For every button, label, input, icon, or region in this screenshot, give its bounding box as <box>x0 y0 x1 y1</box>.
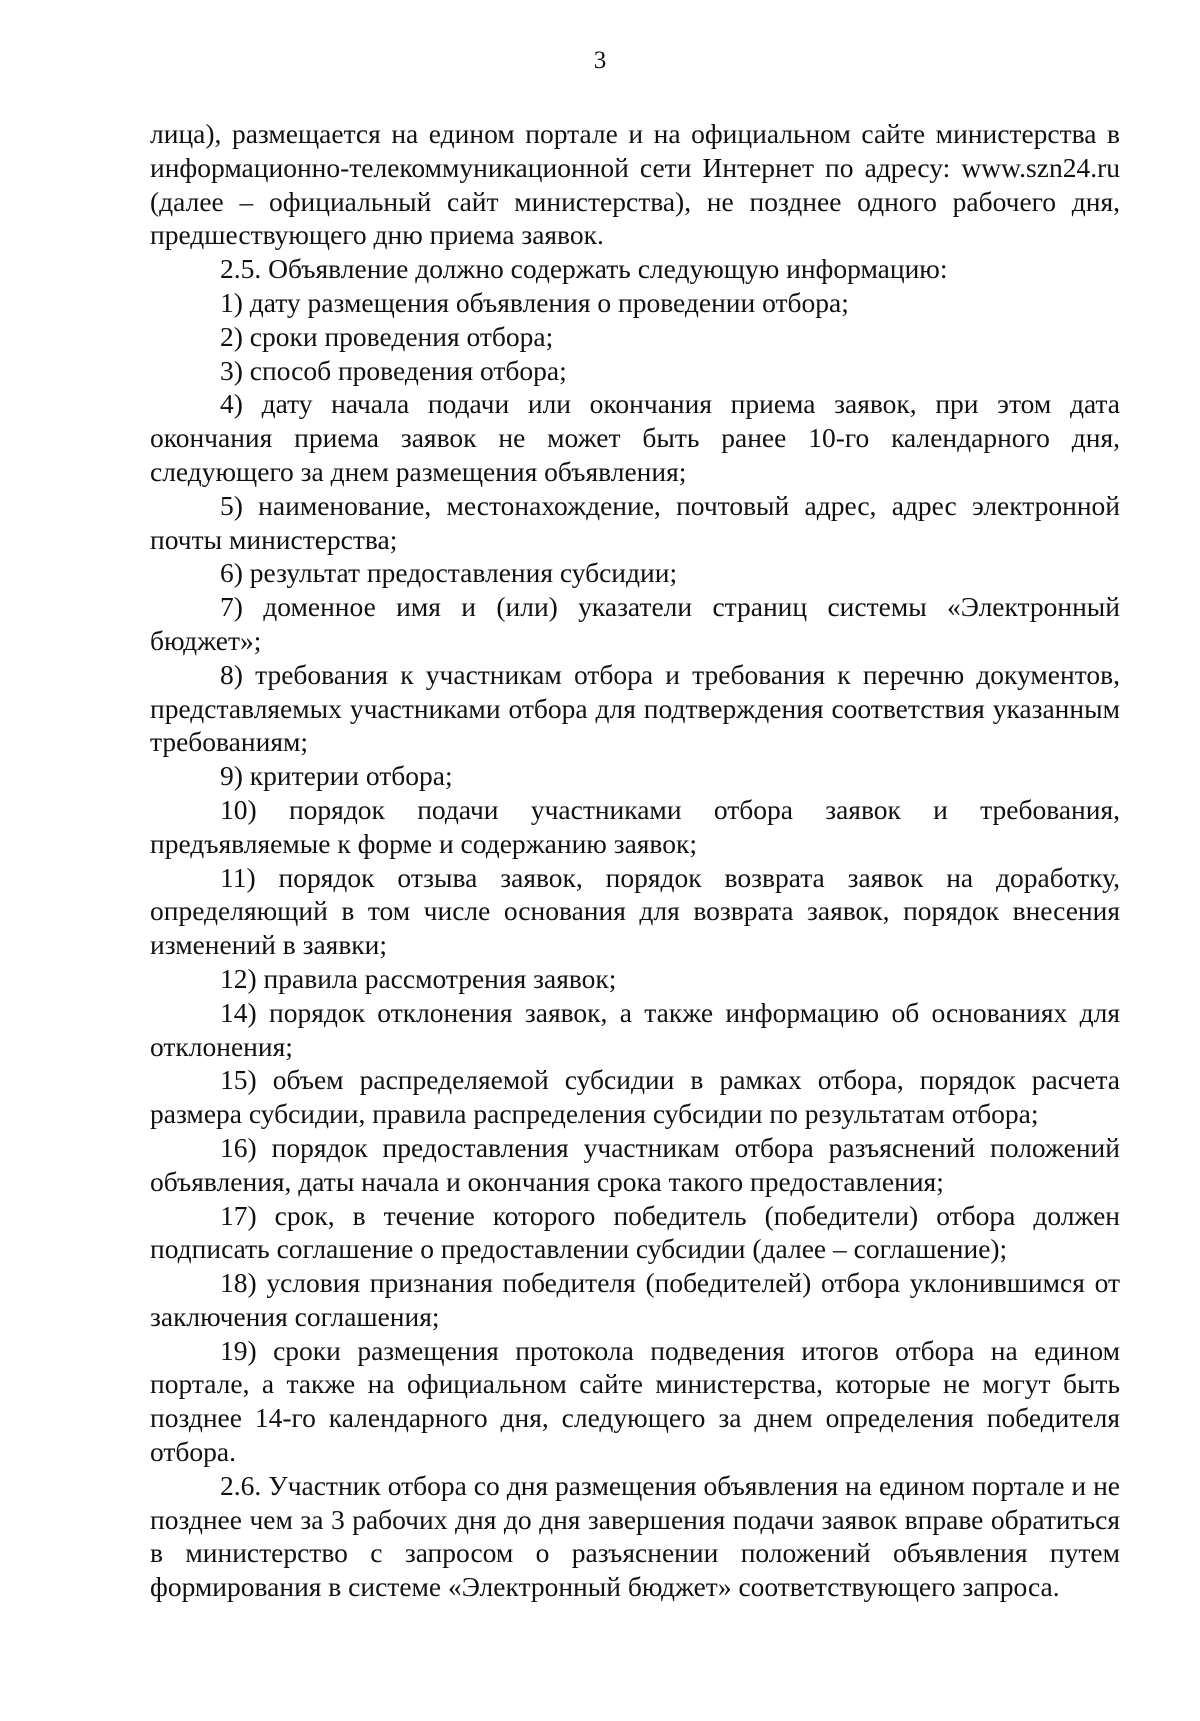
paragraph: лица), размещается на едином портале и на официальном сайте министерства в информационно-телекоммуникационной сети Интернет по адресу: www.szn24.ru (далее – официальный сайт министерства), не позднее одного рабочего дня, предшествующего дню приема заявок. <box>150 118 1120 251</box>
paragraph: 5) наименование, местонахождение, почтовый адрес, адрес электронной почты министерства; <box>150 489 1120 555</box>
paragraph: 3) способ проведения отбора; <box>220 354 567 386</box>
paragraph: 9) критерии отбора; <box>220 760 453 792</box>
paragraph: 16) порядок предоставления участникам отбора разъяснений положений объявления, даты начала и окончания срока такого предоставления; <box>150 1131 1120 1197</box>
paragraph: 10) порядок подачи участниками отбора заявок и требования, предъявляемые к форме и содержанию заявок; <box>150 793 1120 859</box>
paragraph: 19) сроки размещения протокола подведения итогов отбора на едином портале, а также на официальном сайте министерства, которые не могут быть позднее 14-го календарного дня, следующего за днем определения победителя отбора. <box>150 1334 1120 1468</box>
paragraph: 2) сроки проведения отбора; <box>220 320 554 352</box>
paragraph: 7) доменное имя и (или) указатели страниц системы «Электронный бюджет»; <box>150 591 1120 656</box>
paragraph: 8) требования к участникам отбора и требования к перечню документов, представляемых участниками отбора для подтверждения соответствия указанным требованиям; <box>150 658 1120 758</box>
paragraph: 18) условия признания победителя (победителей) отбора уклонившимся от заключения соглашения; <box>150 1267 1120 1332</box>
paragraph: 1) дату размещения объявления о проведении отбора; <box>220 286 849 318</box>
paragraph: 15) объем распределяемой субсидии в рамках отбора, порядок расчета размера субсидии, правила распределения субсидии по результатам отбора; <box>150 1064 1120 1130</box>
paragraph: 2.6. Участник отбора со дня размещения объявления на едином портале и не позднее чем за 3 рабочих дня до дня завершения подачи заявок вправе обратиться в министерство с запросом о разъяснении положений объявления путем формирования в системе «Электронный бюджет» соответствующего запроса. <box>150 1469 1120 1603</box>
paragraph: 11) порядок отзыва заявок, порядок возврата заявок на доработку, определяющий в том числе основания для возврата заявок, порядок внесения изменений в заявки; <box>150 861 1120 961</box>
page-number: 3 <box>593 47 607 74</box>
paragraph: 2.5. Объявление должно содержать следующую информацию: <box>220 253 948 285</box>
document-body <box>150 117 1120 1604</box>
paragraph: 4) дату начала подачи или окончания приема заявок, при этом дата окончания приема заявок не может быть ранее 10-го календарного дня, следующего за днем размещения объявления; <box>150 388 1120 487</box>
paragraph: 6) результат предоставления субсидии; <box>220 557 678 589</box>
paragraph: 14) порядок отклонения заявок, а также информацию об основаниях для отклонения; <box>150 996 1120 1062</box>
paragraph: 17) срок, в течение которого победитель (победители) отбора должен подписать соглашение о предоставлении субсидии (далее – соглашение); <box>150 1199 1120 1265</box>
paragraph: 12) правила рассмотрения заявок; <box>220 962 617 994</box>
